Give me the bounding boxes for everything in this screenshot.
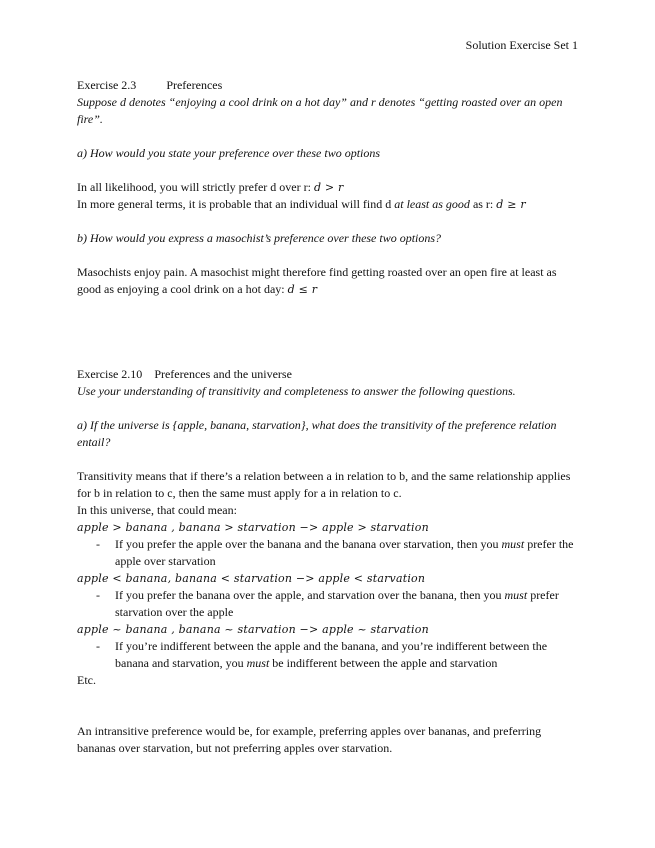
exercise-2-10-title xyxy=(77,366,577,383)
exercise-number: Exercise 2.3 xyxy=(77,78,137,92)
transitivity-definition: Transitivity means that if there’s a relation between a in relation to b, and the same relationship applies for b in relation to c, then the same must apply for a in relation to c. xyxy=(77,469,571,500)
exercise-2-3-title xyxy=(77,77,577,94)
list-item: - If you’re indifferent between the apple and the banana, and you’re indifferent between the banana and starvation, you must be indifferent between the apple and starvation xyxy=(77,638,577,672)
math-d-ge-r: d ≥ r xyxy=(496,198,526,211)
case-3-list xyxy=(77,638,577,672)
answer-a-line-1: In all likelihood, you will strictly prefer d over r: d > r xyxy=(77,180,344,194)
page-header: Solution Exercise Set 1 xyxy=(465,38,578,52)
exercise-name: Preferences xyxy=(166,78,223,92)
exercise-2-3-intro: Suppose d denotes “enjoying a cool drink on a hot day” and r denotes “getting roasted over an open fire”. xyxy=(77,95,563,126)
question-a: a) How would you state your preference over these two options xyxy=(77,146,381,160)
list-item: - If you prefer the banana over the apple, and starvation over the banana, then you must prefer starvation over the apple xyxy=(77,587,577,621)
math-d-le-r: d ≤ r xyxy=(287,283,318,296)
question-a: a) If the universe is {apple, banana, starvation}, what does the transitivity of the preference relation entail? xyxy=(77,418,557,449)
case-1-formula: apple > banana , banana > starvation −> apple > starvation xyxy=(77,521,429,534)
answer-a-line-2: In more general terms, it is probable that an individual will find d at least as good as r: d ≥ r xyxy=(77,197,526,211)
etc-text: Etc. xyxy=(77,673,96,687)
math-d-gt-r: d > r xyxy=(313,181,344,194)
answer-b: Masochists enjoy pain. A masochist might therefore find getting roasted over an open fire at least as good as enjoying a cool drink on a hot day: d ≤ r xyxy=(77,265,557,296)
exercise-number: Exercise 2.10 xyxy=(77,367,143,381)
question-b: b) How would you express a masochist’s preference over these two options? xyxy=(77,231,442,245)
intransitive-example: An intransitive preference would be, for example, preferring apples over bananas, and preferring bananas over starvation, but not preferring apples over starvation. xyxy=(77,724,542,755)
case-2-list xyxy=(77,587,577,621)
exercise-name: Preferences and the universe xyxy=(154,367,292,381)
document-body xyxy=(77,77,577,757)
case-3-formula: apple ~ banana , banana ~ starvation −> apple ~ starvation xyxy=(77,623,429,636)
exercise-2-10-intro: Use your understanding of transitivity and completeness to answer the following questions. xyxy=(77,384,516,398)
list-item: - If you prefer the apple over the banana and the banana over starvation, then you must prefer the apple over starvation xyxy=(77,536,577,570)
case-1-list xyxy=(77,536,577,570)
lead-in: In this universe, that could mean: xyxy=(77,503,237,517)
case-2-formula: apple < banana, banana < starvation −> apple < starvation xyxy=(77,572,426,585)
